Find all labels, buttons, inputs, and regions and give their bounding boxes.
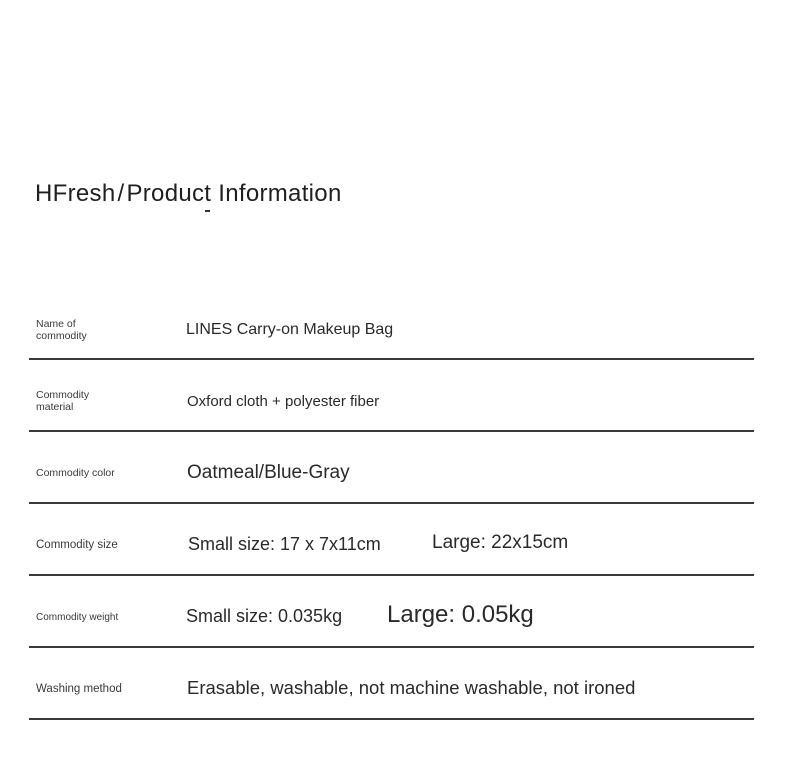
title-separator: /: [117, 180, 125, 207]
info-row-weight: [29, 574, 754, 648]
row-label: Commodity size: [36, 539, 118, 551]
row-label: Washing method: [36, 683, 122, 695]
title-text: Product Information: [126, 180, 342, 207]
info-row-color: [29, 430, 754, 504]
row-label: Commodity material: [36, 389, 90, 413]
row-value: Oxford cloth + polyester fiber: [187, 393, 380, 410]
info-row-name: [29, 286, 754, 360]
row-label: Commodity color: [36, 467, 115, 479]
row-value-small: Small size: 17 x 7x11cm: [188, 534, 381, 554]
page-title: [35, 180, 342, 208]
row-value: Erasable, washable, not machine washable, not ironed: [187, 677, 636, 698]
info-row-size: [29, 502, 754, 576]
row-value-small: Small size: 0.035kg: [186, 606, 343, 626]
title-dash-mark: [205, 210, 210, 212]
info-row-washing: [29, 646, 754, 720]
row-label: Name of commodity: [36, 318, 87, 342]
row-value: Oatmeal/Blue-Gray: [187, 462, 350, 483]
brand-name: HFresh: [35, 180, 116, 207]
row-value-large: Large: 22x15cm: [432, 532, 569, 553]
row-value: LINES Carry-on Makeup Bag: [186, 321, 394, 338]
row-value-large: Large: 0.05kg: [387, 601, 534, 628]
info-row-material: [29, 358, 754, 432]
row-label: Commodity weight: [36, 612, 119, 623]
